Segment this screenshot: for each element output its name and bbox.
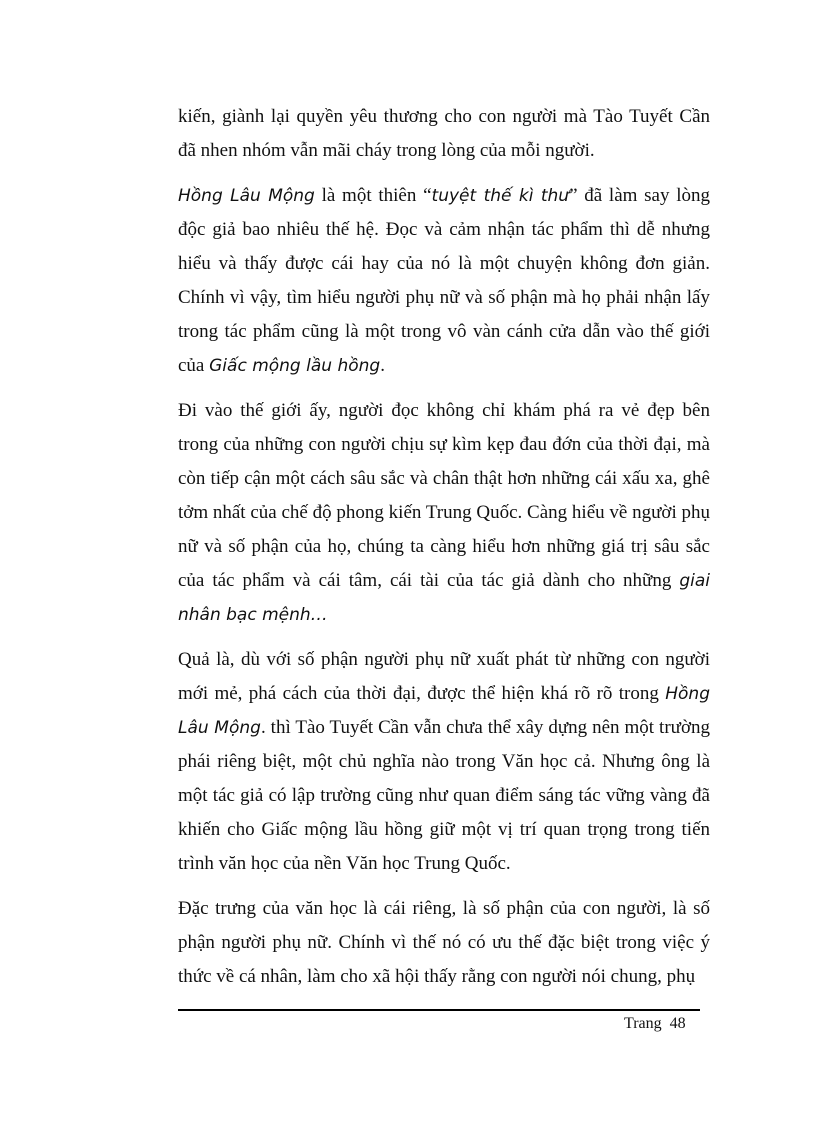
body-text: [178, 100, 710, 1005]
text-run: . thì Tào Tuyết Cần vẫn chưa thể xây dựng nên một trường phái riêng biệt, một chủ nghĩa nào trong Văn học cả. Nhưng ông là một tác giả có lập trường cũng như quan điểm sáng tác vững vàng đã khiến cho Giấc mộng lầu hồng giữ một vị trí quan trọng trong tiến trình văn học của nền Văn học Trung Quốc.: [178, 717, 711, 874]
text-run: .: [380, 355, 385, 376]
italic-text-run: Hồng Lâu Mộng: [178, 186, 315, 206]
text-run: Đặc trưng của văn học là cái riêng, là số phận của con người, là số phận người phụ nữ. Chính vì thế nó có ưu thế đặc biệt trong việc ý thức về cá nhân, làm cho xã hội thấy rằng con người nói chung, phụ: [178, 898, 710, 987]
paragraph: [178, 179, 710, 383]
text-run: Quả là, dù với số phận người phụ nữ xuất phát từ những con người mới mẻ, phá cách của thời đại, được thể hiện khá rõ rõ trong: [178, 649, 710, 704]
page-footer: [624, 1015, 686, 1033]
italic-text-run: Hồng Lâu Mộng: [178, 684, 710, 738]
paragraph: [178, 892, 710, 994]
text-run: Đi vào thế giới ấy, người đọc không chỉ khám phá ra vẻ đẹp bên trong của những con người chịu sự kìm kẹp đau đớn của thời đại, mà còn tiếp cận một cách sâu sắc và chân thật hơn những cái xấu xa, ghê tởm nhất của chế độ phong kiến Trung Quốc. Càng hiểu về người phụ nữ và số phận của họ, chúng ta càng hiểu hơn những giá trị sâu sắc của tác phẩm và cái tâm, cái tài của tác giả dành cho những: [178, 400, 710, 591]
paragraph: [178, 100, 710, 168]
text-run: ” đã làm say lòng độc giả bao nhiêu thế hệ. Đọc và cảm nhận tác phẩm thì dễ nhưng hiểu và thấy được cái hay của nó là một chuyện không đơn giản. Chính vì vậy, tìm hiểu người phụ nữ và số phận mà họ phải nhận lấy trong tác phẩm cũng là một trong vô vàn cánh cửa dẫn vào thế giới của: [178, 185, 711, 376]
paragraph: [178, 394, 710, 632]
italic-text-run: giai nhân bạc mệnh…: [178, 571, 710, 625]
italic-text-run: Giấc mộng lầu hồng: [209, 356, 381, 376]
page-label: Trang: [624, 1015, 662, 1032]
page-number: 48: [669, 1015, 686, 1032]
paragraph: [178, 643, 710, 881]
text-run: kiến, giành lại quyền yêu thương cho con người mà Tào Tuyết Cần đã nhen nhóm vẫn mãi cháy trong lòng của mỗi người.: [178, 106, 710, 161]
footer-rule: [178, 1009, 700, 1011]
italic-text-run: tuyệt thế kì thư: [431, 186, 570, 206]
text-run: là một thiên “: [314, 185, 432, 206]
